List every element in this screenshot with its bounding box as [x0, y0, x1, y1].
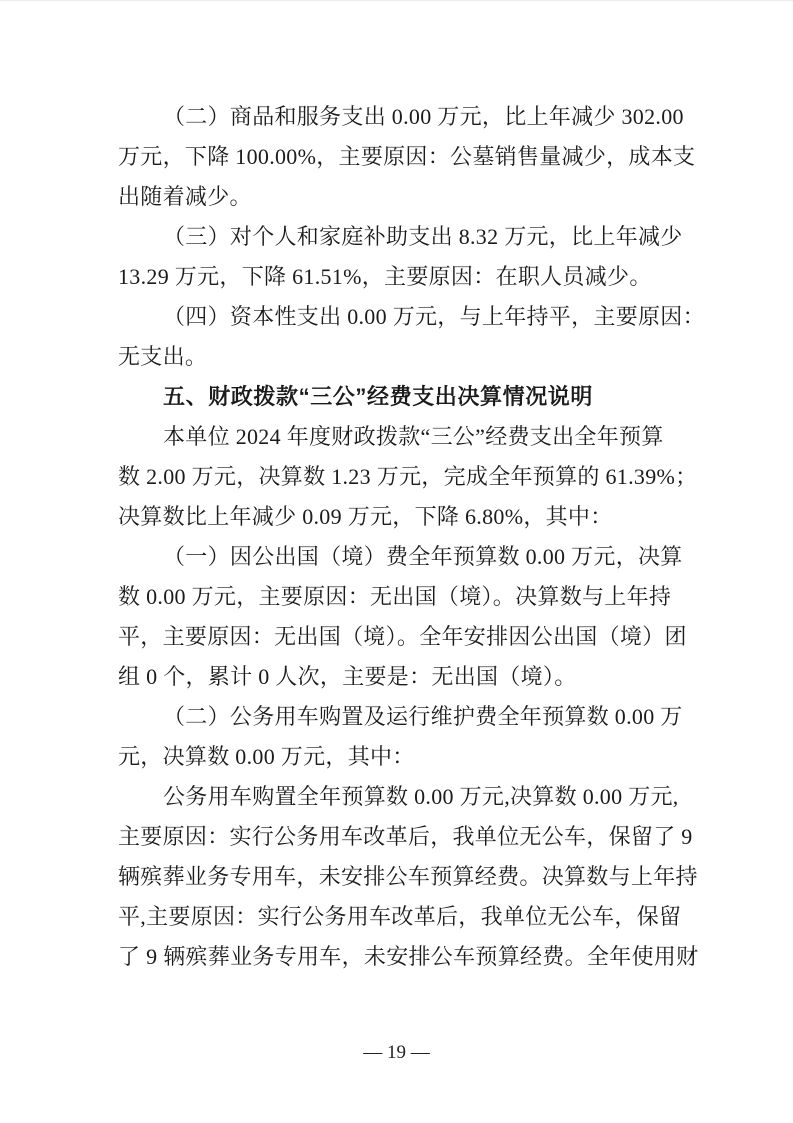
paragraph: [118, 417, 698, 537]
paragraph: [118, 97, 696, 217]
text-line: 本单位 2024 年度财政拨款“三公”经费支出全年预算: [163, 424, 664, 449]
text-line: 数 2.00 万元，决算数 1.23 万元，完成全年预算的 61.39%；: [118, 464, 698, 489]
text-line: 出随着减少。: [118, 184, 252, 209]
text-line: 无支出。: [118, 344, 208, 369]
text-line: （三）对个人和家庭补助支出 8.32 万元，比上年减少: [163, 224, 683, 249]
text-line: 决算数比上年减少 0.09 万元，下降 6.80%，其中：: [118, 504, 613, 529]
section-heading: [118, 377, 678, 417]
text-line: 平，主要原因：无出国（境）。全年安排因公出国（境）团: [118, 624, 687, 649]
page-number: — 19 —: [363, 1042, 430, 1063]
paragraph: [118, 297, 705, 377]
text-line: 公务用车购置全年预算数 0.00 万元,决算数 0.00 万元,: [163, 784, 679, 809]
text-line: （一）因公出国（境）费全年预算数 0.00 万元，决算: [163, 544, 683, 569]
text-line: 主要原因：实行公务用车改革后，我单位无公车，保留了 9: [118, 824, 693, 849]
paragraph: [118, 537, 687, 697]
text-line: 数 0.00 万元，主要原因：无出国（境）。决算数与上年持: [118, 584, 672, 609]
text-line: 元，决算数 0.00 万元，其中：: [118, 744, 415, 769]
paragraph: [118, 777, 699, 977]
text-line: （四）资本性支出 0.00 万元，与上年持平，主要原因：: [163, 304, 705, 329]
paragraph: [118, 217, 683, 297]
text-line: 13.29 万元，下降 61.51%，主要原因：在职人员减少。: [118, 264, 652, 289]
text-line: 了 9 辆殡葬业务专用车，未安排公车预算经费。全年使用财: [118, 944, 699, 969]
document-body: [118, 97, 705, 977]
text-line: （二）公务用车购置及运行维护费全年预算数 0.00 万: [163, 704, 683, 729]
paragraph: [118, 697, 683, 777]
text-line: 辆殡葬业务专用车，未安排公车预算经费。决算数与上年持: [118, 864, 698, 889]
text-line: 万元，下降 100.00%，主要原因：公墓销售量减少，成本支: [118, 144, 696, 169]
text-line: 平,主要原因：实行公务用车改革后，我单位无公车，保留: [118, 904, 682, 929]
text-line: （二）商品和服务支出 0.00 万元，比上年减少 302.00: [163, 104, 684, 129]
text-line: 组 0 个，累计 0 人次，主要是：无出国（境）。: [118, 664, 577, 689]
section-heading-text: 五、财政拨款“三公”经费支出决算情况说明: [163, 384, 594, 409]
